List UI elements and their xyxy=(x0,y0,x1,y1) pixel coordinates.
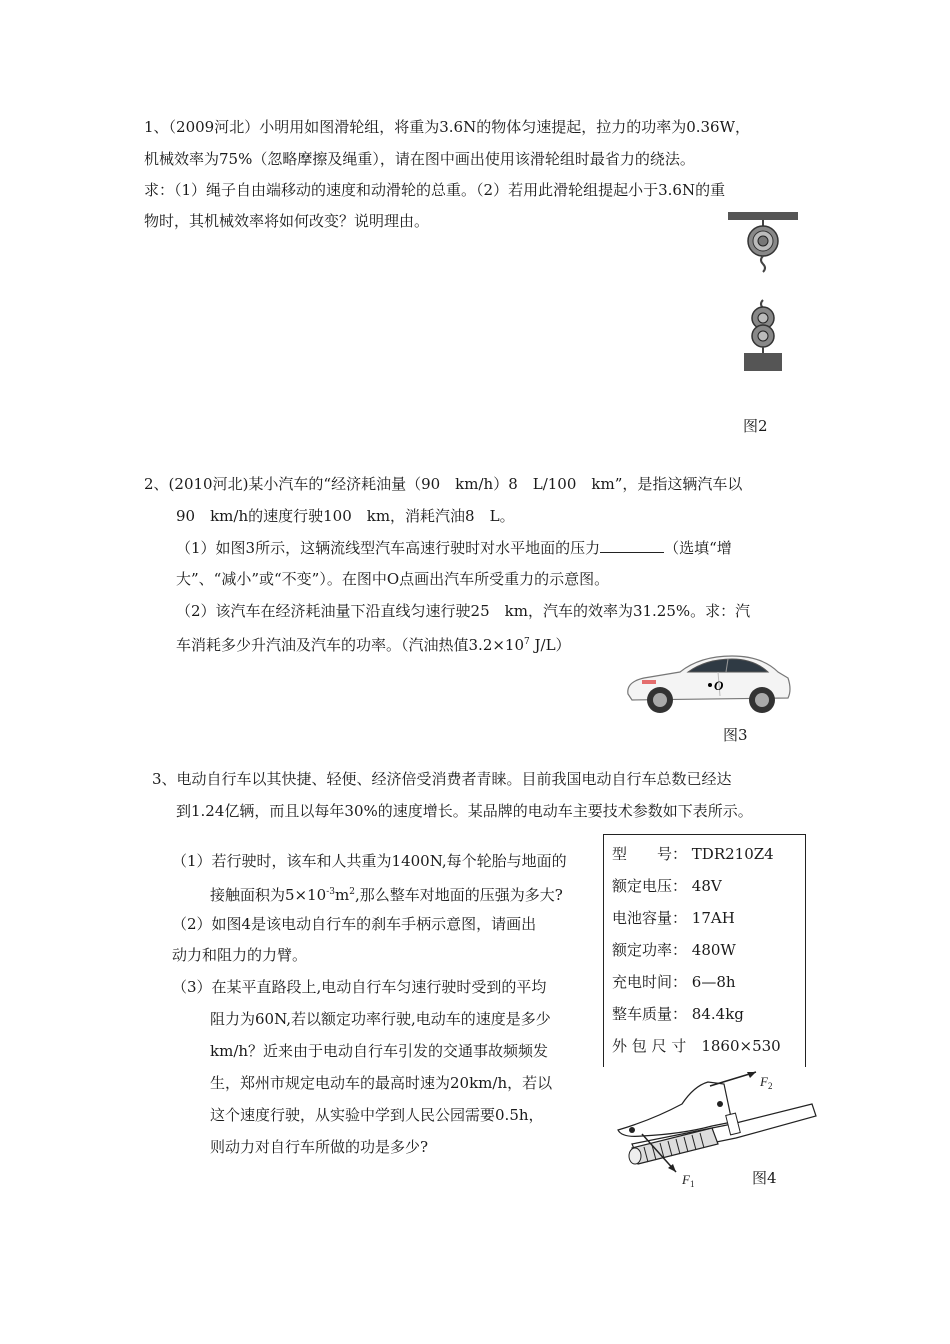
spec-label: 电池容量： xyxy=(612,909,688,927)
spec-row-size xyxy=(612,1035,781,1056)
q3-part2-line-2: 动力和阻力的力臂。 xyxy=(172,946,308,964)
q3-part3-line-4: 生，郑州市规定电动车的最高时速为20km/h，若以 xyxy=(210,1074,553,1092)
q2-line-3-tail: （选填“增 xyxy=(664,539,732,557)
q2-line-4: 大”、“减小”或“不变”）。在图中O点画出汽车所受重力的示意图。 xyxy=(176,570,610,588)
q3-area-unit-exponent: 2 xyxy=(349,887,355,897)
spec-label: 额定电压： xyxy=(612,877,688,895)
q1-line-2: 机械效率为75%（忽略摩擦及绳重），请在图中画出使用该滑轮组时最省力的绕法。 xyxy=(144,150,695,168)
spec-value: 84.4kg xyxy=(691,1005,744,1023)
spec-table xyxy=(603,834,806,1067)
q3-line-2: 到1.24亿辆，而且以每年30%的速度增长。某品牌的电动车主要技术参数如下表所示。 xyxy=(176,802,753,820)
q1-line-1: 1、（2009河北）小明用如图滑轮组，将重为3.6N的物体匀速提起，拉力的功率为0.36W， xyxy=(144,118,751,136)
answer-blank xyxy=(600,538,664,553)
force-f1-label: F xyxy=(682,1172,690,1187)
q3-area-unit: m xyxy=(334,886,350,904)
figure-2-caption: 图2 xyxy=(743,417,768,435)
q2-line-5: （2）该汽车在经济耗油量下沿直线匀速行驶25 km，汽车的效率为31.25%。求：汽 xyxy=(176,602,751,620)
spec-label: 充电时间： xyxy=(612,973,688,991)
q2-exponent: 7 xyxy=(524,637,530,647)
force-f2-label: F xyxy=(760,1074,768,1089)
brake-handle-figure xyxy=(612,1064,822,1194)
point-o-label: O xyxy=(714,678,724,693)
q3-part3-line-5: 这个速度行驶，从实验中学到人民公园需要0.5h， xyxy=(210,1106,544,1124)
spec-label: 型 号： xyxy=(612,845,688,863)
spec-row-charge-time xyxy=(612,971,736,992)
q2-line-6-text: 车消耗多少升汽油及汽车的功率。（汽油热值3.2×10 xyxy=(176,636,525,654)
q2-line-3-text: （1）如图3所示，这辆流线型汽车高速行驶时对水平地面的压力 xyxy=(176,539,601,557)
q3-area-value: 接触面积为5×10 xyxy=(210,886,327,904)
car-figure xyxy=(622,650,794,716)
q2-line-1: 2、(2010河北)某小汽车的“经济耗油量（90 km/h）8 L/100 km”，是指这辆汽车以 xyxy=(144,475,743,493)
q1-line-3: 求：（1）绳子自由端移动的速度和动滑轮的总重。（2）若用此滑轮组提起小于3.6N的重 xyxy=(144,181,726,199)
spec-value: 17AH xyxy=(691,909,735,927)
q3-part2-line-1: （2）如图4是该电动自行车的刹车手柄示意图，请画出 xyxy=(172,915,537,933)
spec-row-battery xyxy=(612,907,735,928)
q2-line-6 xyxy=(176,632,571,655)
figure-4-caption: 图4 xyxy=(752,1169,777,1187)
spec-label: 整车质量： xyxy=(612,1005,688,1023)
spec-value: 1860×530 xyxy=(701,1037,781,1055)
q3-line-1: 3、电动自行车以其快捷、轻便、经济倍受消费者青睐。目前我国电动自行车总数已经达 xyxy=(152,770,732,788)
q3-part1-line-2 xyxy=(210,882,563,905)
q3-part3-line-1: （3）在某平直路段上,电动自行车匀速行驶时受到的平均 xyxy=(172,978,547,996)
q3-part1-tail: ,那么整车对地面的压强为多大? xyxy=(354,886,563,904)
q3-area-exponent: -3 xyxy=(326,887,335,897)
force-f2-subscript: 2 xyxy=(768,1081,773,1091)
spec-label: 外 包 尺 寸 xyxy=(612,1037,687,1055)
force-f1-subscript: 1 xyxy=(690,1179,695,1189)
pulley-system-figure xyxy=(728,208,798,378)
spec-value: TDR210Z4 xyxy=(691,845,774,863)
spec-value: 6—8h xyxy=(691,973,736,991)
q3-part3-line-2: 阻力为60N,若以额定功率行驶,电动车的速度是多少 xyxy=(210,1010,551,1028)
q2-line-2: 90 km/h的速度行驶100 km，消耗汽油8 L。 xyxy=(176,507,515,525)
figure-3-caption: 图3 xyxy=(723,726,748,744)
q2-line-6-unit: J/L） xyxy=(529,636,571,654)
spec-value: 48V xyxy=(691,877,722,895)
q1-line-4: 物时，其机械效率将如何改变？说明理由。 xyxy=(144,212,430,230)
spec-row-power xyxy=(612,939,736,960)
spec-value: 480W xyxy=(691,941,736,959)
spec-row-voltage xyxy=(612,875,722,896)
spec-label: 额定功率： xyxy=(612,941,688,959)
q2-line-3 xyxy=(176,538,732,558)
q3-part1-line-1: （1）若行驶时，该车和人共重为1400N,每个轮胎与地面的 xyxy=(172,852,567,870)
q3-part3-line-6: 则动力对自行车所做的功是多少? xyxy=(210,1138,429,1156)
spec-row-model xyxy=(612,843,774,864)
spec-row-mass xyxy=(612,1003,744,1024)
q3-part3-line-3: km/h？近来由于电动自行车引发的交通事故频频发 xyxy=(210,1042,549,1060)
